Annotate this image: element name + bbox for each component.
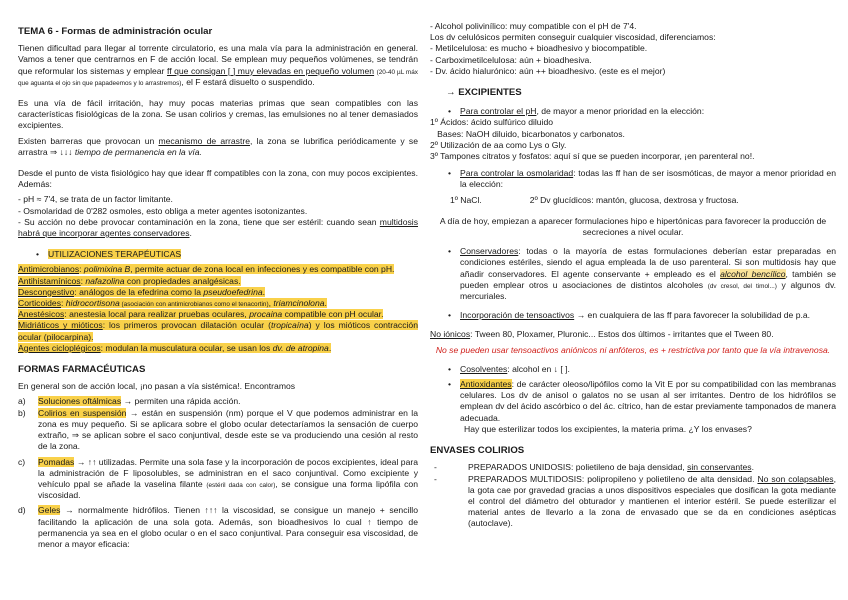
nonionic-text: : Tween 80, Ploxamer, Pluronic... Estos dos últimos - irritantes que el Tween 80. xyxy=(470,329,774,340)
cosol-text: : alcohol en ↓ [ ]. xyxy=(507,363,570,374)
util-note: (asociación con antimicrobianos como el tenacortin) xyxy=(119,301,269,309)
forms-intro: En general son de acción local, ¡no pasan a vía sistémica!. Encontramos xyxy=(18,381,296,392)
page-title: TEMA 6 - Formas de administración ocular xyxy=(18,26,213,37)
list-item: Bases: NaOH diluido, bicarbonatos y carbonatos. xyxy=(430,128,625,139)
list-item: 3º Tampones citratos y fosfatos: aquí sí que se pueden incorporar, ¡en parenteral no!. xyxy=(430,151,755,162)
physiology-paragraph: Desde el punto de vista fisiológico hay que idear ff compatibles con la zona, con muy pocos excipientes. Además: xyxy=(18,168,418,190)
env-end: , la gota cae por gravedad gracias a unos dispositivos especiales que dosifican la gota mediante el control del diámetro del obturador y mantienen el interior estéril. Se puede esterilizar el material antes de llevarlo a la zona de envasado que se da en condiciones asépticas (autoclave). xyxy=(468,473,836,529)
preservatives-bullet xyxy=(430,246,836,302)
list-item-underlined: multidosis habrá que incorporar agentes conservadores xyxy=(18,216,418,239)
util-italic: procaina xyxy=(249,309,283,320)
util-italic: tropicaína xyxy=(270,320,309,331)
list-item: Antimicrobianos: polimixina B, permite actuar de zona local en infecciones y es compatible con pH. xyxy=(18,264,395,275)
form-term: Soluciones oftálmicas xyxy=(38,396,122,407)
form-term: Pomadas xyxy=(38,456,75,467)
form-text: → ↑↑ utilizadas. Permite una sola fase y la incorporación de pocos excipientes, ideal para la administración de F liposolubles, se administran en el saco conjuntival. Como excipiente y vehículo ppal se añade la vaselina filante xyxy=(38,456,418,489)
util-end: . xyxy=(262,286,266,297)
barrier-text-a: Existen barreras que provocan un xyxy=(18,135,155,146)
list-item xyxy=(18,309,418,320)
cons-text-2: , también se pueden emplear otros u asociaciones de distintos alcoholes xyxy=(460,268,837,290)
barrier-paragraph xyxy=(18,136,418,158)
util-italic: hidrocortisona xyxy=(65,298,120,309)
list-item xyxy=(18,396,418,407)
viscosity-list xyxy=(430,21,836,77)
osm-text: : todas las ff han de ser isosmóticas, de mayor a menor prioridad en la elección: xyxy=(460,168,836,190)
util-text: : modulan la musculatura ocular, se usan los xyxy=(100,342,273,353)
util-end: . xyxy=(328,342,332,353)
list-item xyxy=(18,343,418,354)
util-heading xyxy=(18,249,418,260)
util-italic: dv. de atropina xyxy=(272,342,329,353)
util-end: . xyxy=(324,298,327,309)
ph-term: Para controlar el pH xyxy=(460,106,537,117)
env-text: PREPARADOS UNIDOSIS: polietileno de baja densidad, xyxy=(468,462,685,473)
env-underlined: sin conservantes xyxy=(687,462,752,473)
list-item: Antihistamínicos: nafazolina con propiedades analgésicas. xyxy=(18,275,241,286)
ph-bullet xyxy=(430,106,836,117)
list-item: - pH ≈ 7'4, se trata de un factor limitante. xyxy=(18,194,173,205)
excipients-heading: → EXCIPIENTES xyxy=(446,87,522,99)
intro-text: Tienen dificultad para llegar al torrente circulatorio, es una mala vía para la administración en general. Vamos a tener que centrarnos en F de acción local. Se emplean muy pequeños volúmenes, se tendrán que reformular los sistemas y emplear xyxy=(18,43,418,76)
util-term: Descongestivo xyxy=(18,286,75,297)
util-italic: polimixina B xyxy=(83,264,131,275)
left-column xyxy=(18,0,418,550)
list-item xyxy=(430,462,836,473)
util-text: : los primeros provocan dilatación ocular ( xyxy=(102,320,271,331)
barrier-text-b: , la zona se lubrifica periódicamente y se arrastra ⇒ ↓↓↓ xyxy=(18,135,419,157)
util-title: UTILIZACIONES TERAPÉUTICAS xyxy=(48,249,182,260)
tens-text: → en cualquiera de las ff para favorecer la solubilidad de p.a. xyxy=(574,310,811,321)
osm-term: Para controlar la osmolaridad xyxy=(460,168,574,179)
tens-term: Incorporación de tensoactivos xyxy=(460,310,575,321)
intro-note: (20-40 µL máx que aguanta el ojo sin que papadeemos y lo arrastremos) xyxy=(18,68,419,87)
antiox-text: : de carácter oleoso/lipófilos como la Vit E por su compatibilidad con las membranas celulares. Los dv de anisol o galatos no se usan al ser irritantes. Dentro de los hidrófilos se emplean dv del ácido ascórbico o del ác. cítrico, han de estar previamente tamponados de manera adecuada. xyxy=(460,379,836,423)
osm-option-2: 2º Dv glucídicos: mantón, glucosa, dextrosa y fructosa. xyxy=(529,194,739,205)
forms-list xyxy=(18,396,418,550)
list-item: Corticoides: hidrocortisona (asociación con antimicrobianos como el tenacortin), triamcinolona. xyxy=(18,298,327,309)
surfactants-bullet xyxy=(430,310,836,321)
warning-note: No se pueden usar tensoactivos aniónicos ni anfóteros, es + restrictiva por tanto que la vía intravenosa. xyxy=(435,344,831,355)
form-end: , se consigue una forma lipófila con viscosidad. xyxy=(38,478,418,501)
util-term: Corticoides xyxy=(18,298,61,309)
list-item: 2º Utilización de aa como Lys o Gly. xyxy=(430,139,567,150)
item-number: a) xyxy=(18,396,26,407)
form-text: → normalmente hidrófilos. Tienen ↑↑↑ la viscosidad, se consigue un manejo + sencillo facilitando la aplicación de una sola gota. Además, son bioadhesivos lo cual ↑ tiempo de permanencia ya sea en el globo ocular o en el saco conjuntival. Para conseguir esa viscosidad, de menor a mayor eficacia: xyxy=(38,505,418,549)
containers-heading: ENVASES COLIRIOS xyxy=(430,445,525,457)
util-term: Antimicrobianos xyxy=(18,264,80,275)
nonionic-term: No iónicos xyxy=(430,329,471,340)
util-term: Anestésicos xyxy=(18,309,65,320)
list-item xyxy=(18,320,418,342)
util-end: ) y los mióticos contracción ocular (pilocarpina). xyxy=(18,320,418,342)
util-term: Antihistamínicos xyxy=(18,275,81,286)
env-underlined: No son colapsables xyxy=(757,473,834,484)
list-item xyxy=(18,505,418,550)
list-item: - Su acción no debe provocar contaminación en la zona, tiene que ser estéril: cuando sean multidosis habrá que incorporar agentes conservadores. xyxy=(18,216,418,239)
item-number: c) xyxy=(18,456,26,467)
item-number: d) xyxy=(18,505,26,516)
cosolvents-bullet xyxy=(430,364,836,375)
list-item xyxy=(18,287,418,298)
cons-note: (dv cresol, del timol...) xyxy=(707,282,777,290)
cosol-term: Cosolventes xyxy=(460,363,508,374)
requirements-list xyxy=(18,194,418,239)
antioxidants-bullet xyxy=(430,379,836,424)
antiox-term: Antioxidantes xyxy=(460,379,512,390)
list-item-text: - Su acción no debe provocar contaminación en la zona, tiene que ser estéril: cuando sean xyxy=(18,216,377,227)
intro-end: , el F estará disuelto o suspendido. xyxy=(181,76,315,87)
osmolarity-bullet xyxy=(430,168,836,190)
barrier-italic: tiempo de permanencia en la vía. xyxy=(74,146,202,157)
util-text: : anestesia local para realizar pruebas oculares, xyxy=(64,309,250,320)
util-list xyxy=(18,264,418,354)
list-item: - Osmolaridad de 0'282 osmoles, esto obliga a meter agentes isotonizantes. xyxy=(18,205,308,216)
cons-text: : todas o la mayoría de estas formulaciones deberían estar preparadas en condiciones estériles, siendo el agua empleada la de uso parenteral. Si son multidosis hay que añadir conservadores. El agente conservante + empleado es el xyxy=(460,246,836,279)
util-italic: triamcinolona xyxy=(273,298,325,309)
right-column xyxy=(430,0,836,530)
hypo-paragraph: A día de hoy, empiezan a aparecer formulaciones hipo e hipertónicas para favorecer la producción de secreciones a nivel ocular. xyxy=(439,215,827,238)
util-italic: pseudoefedrina xyxy=(203,286,263,297)
util-term: Agentes cicloplégicos xyxy=(18,342,101,353)
nonionic-line xyxy=(430,329,836,340)
intro-paragraph xyxy=(18,43,418,88)
sterilize-question: Hay que esterilizar todos los excipientes, la materia prima. ¿Y los envases? xyxy=(464,423,752,434)
list-item: - Metilcelulosa: es mucho + bioadhesivo y biocompatible. xyxy=(430,43,648,54)
ph-text: , de mayor a menor prioridad en la elección: xyxy=(536,106,705,117)
item-number: b) xyxy=(18,407,26,418)
list-item: 1º Ácidos: ácido sulfúrico diluido xyxy=(430,117,554,128)
form-term: Geles xyxy=(38,505,61,516)
env-text: PREPARADOS MULTIDOSIS: polipropileno y polietileno de alta densidad. xyxy=(468,473,755,484)
osmolarity-options xyxy=(430,195,836,206)
form-note: (estéril dada con calor) xyxy=(206,481,276,489)
ph-list xyxy=(430,117,836,162)
util-italic: nafazolina xyxy=(85,275,125,286)
intro-underlined: ff que consigan [ ] muy elevadas en pequeño volumen xyxy=(166,65,375,76)
util-text: , permite actuar de zona local en infecciones y es compatible con pH. xyxy=(130,264,395,275)
osm-option-1: 1º NaCl. xyxy=(450,194,482,205)
util-text: : análogos de la efedrina como la xyxy=(74,286,204,297)
list-item xyxy=(18,408,418,453)
list-item xyxy=(18,457,418,502)
env-end: . xyxy=(751,462,754,473)
util-term: Midriáticos y mióticos xyxy=(18,320,103,331)
form-text: → están en suspensión (nm) porque el V que podemos administrar en la zona es muy pequeño. Si se aplicara sobre el globo ocular detectaríamos la sensación de cuerpo extraño, ⇒ se aplican sobre el saco conjuntival, desde este se va produciendo una cesión al resto de la zona. xyxy=(38,407,418,452)
forms-heading: FORMAS FARMACÉUTICAS xyxy=(18,364,146,376)
cons-term: Conservadores xyxy=(460,246,519,257)
list-item: Los dv celulósicos permiten conseguir cualquier viscosidad, diferenciamos: xyxy=(430,32,716,43)
list-item: - Alcohol polivinílico: muy compatible con el pH de 7'4. xyxy=(430,21,637,31)
irritation-paragraph: Es una vía de fácil irritación, hay muy pocas materias primas que sean compatibles con las características fisiológicas de la zona. Se usan colirios y cremas, las emulsiones no al tener demasiados excipientes. xyxy=(18,98,418,131)
util-text: , xyxy=(268,298,274,309)
list-item: - Dv. ácido hialurónico: aún ++ bioadhesivo. (este es el mejor) xyxy=(430,65,666,76)
barrier-underlined: mecanismo de arrastre xyxy=(158,135,251,146)
list-item: - Carboximetilcelulosa: aún + bioadhesiva. xyxy=(430,54,592,65)
util-end: compatible con pH ocular. xyxy=(282,309,384,320)
cons-text-3: y algunos dv. mercuriales. xyxy=(460,279,837,302)
cons-highlight: alcohol bencílico xyxy=(720,268,786,279)
form-term: Colirios en suspensión xyxy=(38,407,127,418)
form-text: → permiten una rápida acción. xyxy=(121,396,241,407)
list-item xyxy=(430,474,836,530)
util-text: con propiedades analgésicas. xyxy=(124,275,241,286)
